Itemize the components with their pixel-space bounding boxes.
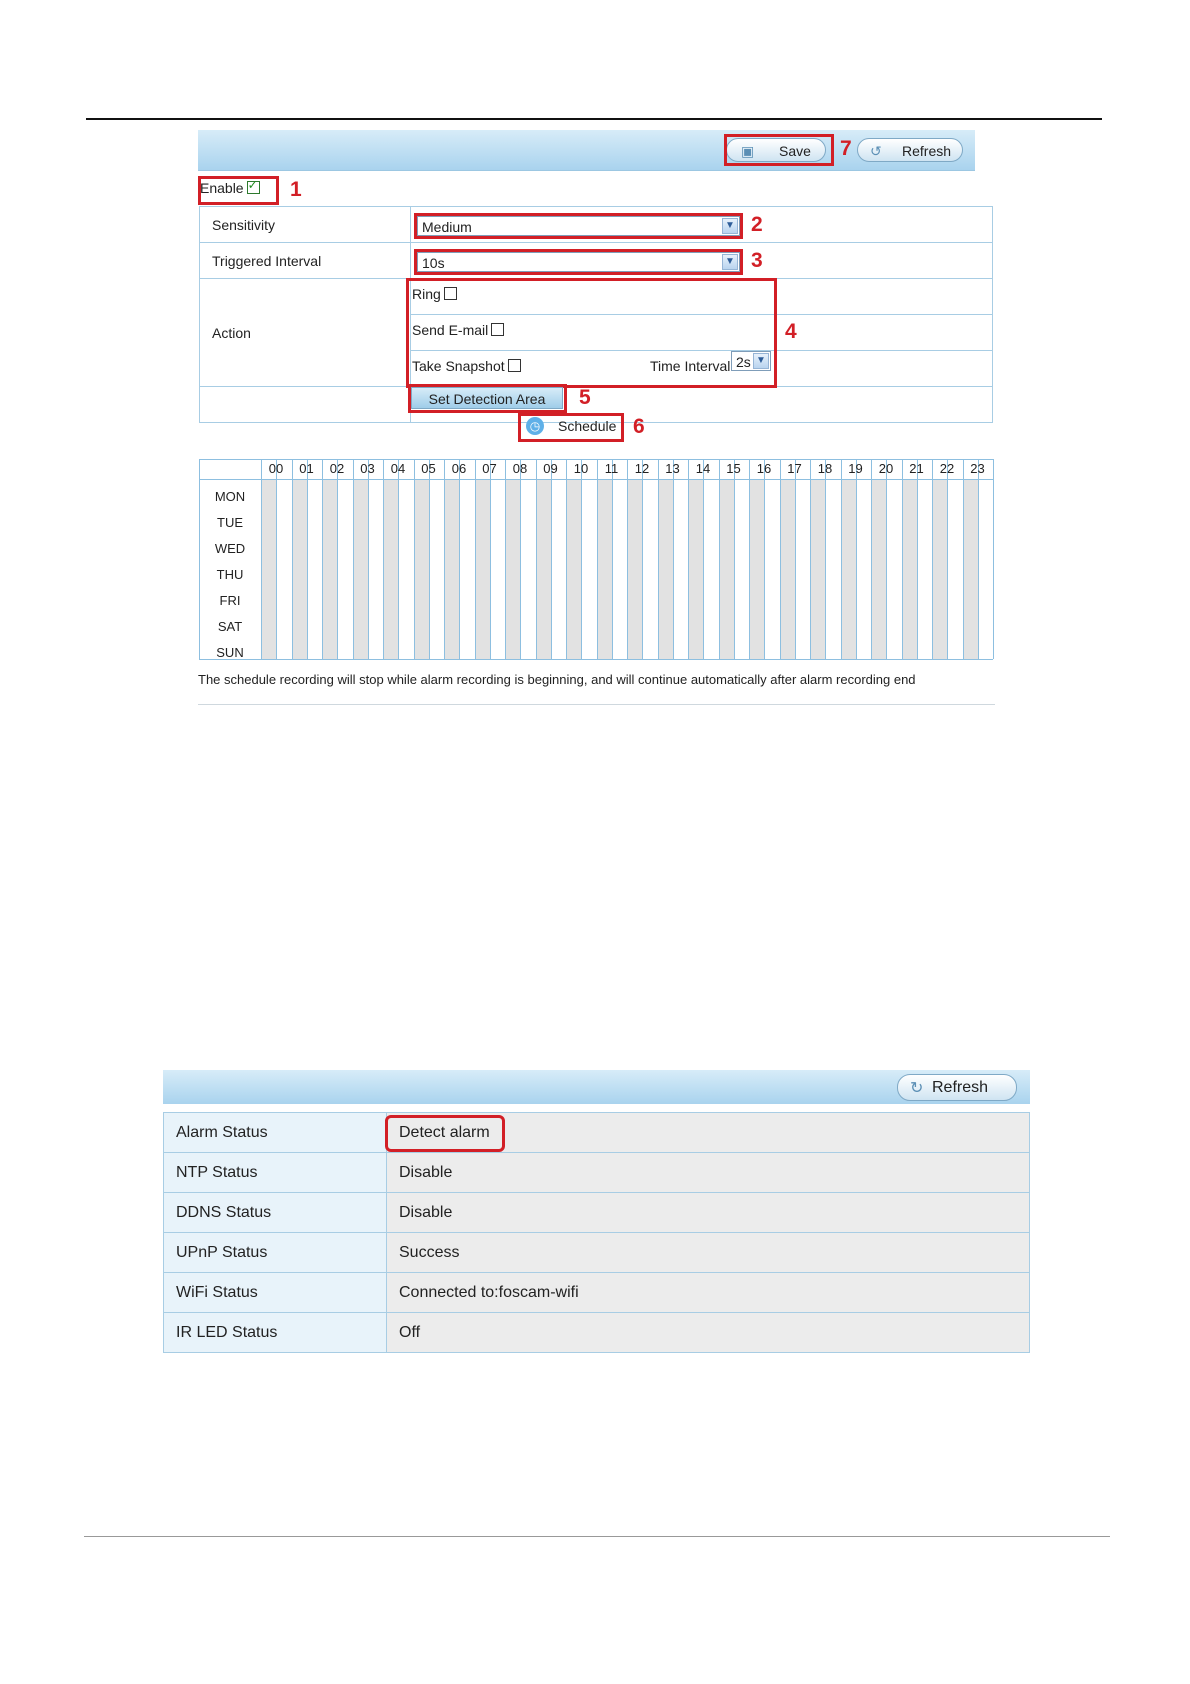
schedule-grid-line	[856, 459, 857, 659]
schedule-hour-shade[interactable]	[597, 479, 612, 659]
status-key: WiFi Status	[164, 1273, 387, 1313]
schedule-hour-shade[interactable]	[353, 479, 368, 659]
device-status-panel	[163, 1070, 1030, 1360]
status-refresh-label: Refresh	[932, 1079, 989, 1096]
schedule-grid-line	[368, 459, 369, 659]
schedule-grid-line	[978, 459, 979, 659]
status-row	[164, 1273, 1030, 1313]
schedule-hour-label: 14	[695, 461, 711, 476]
schedule-grid-line	[902, 459, 903, 659]
schedule-hour-label: 03	[360, 461, 375, 476]
schedule-grid-line	[505, 459, 506, 659]
schedule-hour-label: 06	[451, 461, 467, 476]
time-interval-label: Time Interval	[650, 358, 731, 374]
schedule-day-label: SUN	[216, 645, 244, 660]
schedule-grid-line	[429, 459, 430, 659]
schedule-hour-shade[interactable]	[780, 479, 795, 659]
annotation-box-5	[408, 384, 567, 413]
schedule-grid-line	[673, 459, 674, 659]
status-value: Disable	[387, 1153, 1030, 1193]
schedule-grid-line	[993, 459, 994, 659]
schedule-grid-line	[475, 459, 476, 659]
schedule-day-label: FRI	[219, 593, 241, 608]
schedule-hour-shade[interactable]	[566, 479, 581, 659]
set-detection-area-button[interactable]: Set Detection Area	[411, 387, 563, 409]
status-row	[164, 1113, 1030, 1153]
floppy-disk-icon: ▣	[741, 143, 755, 159]
chevron-down-icon: ▼	[722, 218, 738, 234]
schedule-day-label: TUE	[217, 515, 243, 530]
schedule-hour-shade[interactable]	[963, 479, 978, 659]
schedule-hour-shade[interactable]	[261, 479, 276, 659]
chevron-down-icon: ▼	[753, 353, 769, 369]
schedule-grid-line	[642, 459, 643, 659]
schedule-grid-line	[199, 659, 993, 660]
schedule-hour-label: 13	[665, 461, 680, 476]
schedule-hour-label: 01	[299, 461, 314, 476]
status-row	[164, 1233, 1030, 1273]
email-label: Send E-mail	[412, 322, 489, 338]
status-value: Off	[387, 1313, 1030, 1353]
schedule-hour-label: 09	[543, 461, 558, 476]
schedule-hour-label: 23	[970, 461, 985, 476]
schedule-grid-line	[307, 459, 308, 659]
schedule-grid-line	[841, 459, 842, 659]
schedule-day-label: SAT	[217, 619, 243, 634]
schedule-hour-label: 19	[848, 461, 863, 476]
enable-label: Enable	[200, 180, 244, 196]
time-interval-value: 2s	[736, 354, 751, 370]
status-toolbar	[163, 1070, 1030, 1104]
schedule-day-label: MON	[214, 489, 246, 504]
refresh-button[interactable]	[857, 138, 963, 162]
schedule-hour-shade[interactable]	[749, 479, 764, 659]
schedule-hour-shade[interactable]	[475, 479, 490, 659]
schedule-hour-label: 18	[817, 461, 833, 476]
schedule-hour-shade[interactable]	[505, 479, 520, 659]
annotation-number-5: 5	[579, 386, 591, 409]
schedule-hour-shade[interactable]	[292, 479, 307, 659]
status-value: Connected to:foscam-wifi	[387, 1273, 1030, 1313]
schedule-day-label: THU	[216, 567, 244, 582]
schedule-grid-line	[444, 459, 445, 659]
annotation-box-4	[406, 278, 777, 388]
status-row	[164, 1193, 1030, 1233]
schedule-hour-shade[interactable]	[688, 479, 703, 659]
status-key: Alarm Status	[164, 1113, 387, 1153]
schedule-grid-line	[658, 459, 659, 659]
schedule-day-label: WED	[214, 541, 246, 556]
schedule-grid-line	[276, 459, 277, 659]
schedule-grid-line	[520, 459, 521, 659]
schedule-grid-line	[353, 459, 354, 659]
schedule-grid-line	[749, 459, 750, 659]
schedule-grid-line	[490, 459, 491, 659]
schedule-grid-line	[627, 459, 628, 659]
schedule-hour-label: 21	[909, 461, 924, 476]
schedule-hour-shade[interactable]	[627, 479, 642, 659]
panel-bottom-rule	[198, 704, 995, 705]
schedule-hour-label: 07	[482, 461, 497, 476]
schedule-hour-label: 20	[878, 461, 894, 476]
schedule-grid-line	[322, 459, 323, 659]
schedule-hour-label: 11	[604, 461, 619, 476]
schedule-hour-label: 22	[939, 461, 955, 476]
annotation-number-1: 1	[290, 178, 302, 201]
schedule-hour-shade[interactable]	[810, 479, 825, 659]
annotation-box-alarm-status	[385, 1115, 505, 1152]
annotation-box-6	[518, 413, 624, 442]
status-value: Detect alarm	[387, 1113, 1030, 1153]
schedule-grid-line	[825, 459, 826, 659]
schedule-grid-line	[917, 459, 918, 659]
schedule-hour-label: 17	[787, 461, 802, 476]
annotation-number-4: 4	[785, 320, 797, 343]
schedule-hour-shade[interactable]	[932, 479, 947, 659]
schedule-grid-line	[551, 459, 552, 659]
schedule-grid-line	[566, 459, 567, 659]
schedule-grid-line	[597, 459, 598, 659]
schedule-hour-shade[interactable]	[322, 479, 337, 659]
schedule-footnote: The schedule recording will stop while alarm recording is beginning, and will continue automatically after alarm recording end	[198, 672, 916, 687]
annotation-box-7	[724, 134, 834, 166]
chevron-down-icon: ▼	[722, 254, 738, 270]
schedule-hour-label: 16	[756, 461, 772, 476]
schedule-hour-label: 15	[726, 461, 741, 476]
clock-icon: ◷	[526, 417, 544, 435]
annotation-box-3	[414, 249, 743, 275]
schedule-grid-line	[764, 459, 765, 659]
schedule-grid-line	[780, 459, 781, 659]
schedule-grid-line	[947, 459, 948, 659]
page-header-rule	[86, 118, 1102, 120]
status-value: Disable	[387, 1193, 1030, 1233]
schedule-hour-label: 00	[268, 461, 284, 476]
schedule-hour-shade[interactable]	[871, 479, 886, 659]
schedule-hour-shade[interactable]	[841, 479, 856, 659]
schedule-hour-shade[interactable]	[444, 479, 459, 659]
schedule-hour-shade[interactable]	[414, 479, 429, 659]
schedule-hour-label: 05	[421, 461, 436, 476]
toolbar	[198, 130, 975, 171]
schedule-grid-line	[719, 459, 720, 659]
schedule-grid-line	[703, 459, 704, 659]
schedule-grid-line	[337, 459, 338, 659]
ring-label: Ring	[412, 286, 441, 302]
schedule-hour-label: 12	[634, 461, 650, 476]
schedule-hour-shade[interactable]	[902, 479, 917, 659]
annotation-number-6: 6	[633, 415, 645, 438]
refresh-button-label: Refresh	[902, 143, 952, 159]
save-button-label: Save	[779, 143, 811, 159]
schedule-grid-line	[414, 459, 415, 659]
annotation-number-3: 3	[751, 249, 763, 272]
motion-detection-panel	[198, 130, 995, 705]
schedule-grid-line	[581, 459, 582, 659]
schedule-hour-label: 04	[390, 461, 406, 476]
schedule-grid-line	[810, 459, 811, 659]
schedule-grid-line	[536, 459, 537, 659]
triggered-interval-label: Triggered Interval	[200, 243, 411, 279]
status-row	[164, 1153, 1030, 1193]
schedule-hour-shade[interactable]	[536, 479, 551, 659]
annotation-number-7: 7	[840, 137, 852, 160]
schedule-grid-line	[795, 459, 796, 659]
schedule-hour-label: 02	[329, 461, 345, 476]
schedule-label: Schedule	[558, 418, 617, 434]
schedule-hour-shade[interactable]	[719, 479, 734, 659]
annotation-number-2: 2	[751, 213, 763, 236]
schedule-grid[interactable]	[199, 459, 993, 659]
status-refresh-button[interactable]	[897, 1074, 1017, 1101]
schedule-hour-label: 08	[512, 461, 528, 476]
status-value: Success	[387, 1233, 1030, 1273]
schedule-grid-line	[459, 459, 460, 659]
detection-area-empty-label	[200, 387, 411, 423]
schedule-grid-line	[871, 459, 872, 659]
schedule-grid-line	[292, 459, 293, 659]
schedule-grid-line	[932, 459, 933, 659]
schedule-grid-line	[612, 459, 613, 659]
sensitivity-label: Sensitivity	[200, 207, 411, 243]
schedule-grid-line	[261, 459, 262, 659]
schedule-hour-shade[interactable]	[658, 479, 673, 659]
refresh-icon: ↻	[910, 1080, 924, 1097]
schedule-grid-line	[734, 459, 735, 659]
annotation-box-1	[198, 176, 279, 205]
annotation-box-2	[414, 213, 743, 239]
status-row	[164, 1313, 1030, 1353]
action-label: Action	[200, 279, 411, 387]
schedule-hour-label: 10	[573, 461, 589, 476]
schedule-hour-shade[interactable]	[383, 479, 398, 659]
undo-arrow-icon: ↺	[870, 143, 882, 159]
status-key: DDNS Status	[164, 1193, 387, 1233]
snapshot-label: Take Snapshot	[412, 358, 505, 374]
triggered-interval-value: 10s	[422, 255, 445, 271]
schedule-grid-line	[383, 459, 384, 659]
page-footer-rule	[84, 1536, 1110, 1537]
schedule-grid-line	[688, 459, 689, 659]
status-key: IR LED Status	[164, 1313, 387, 1353]
sensitivity-value: Medium	[422, 219, 472, 235]
schedule-grid-line	[963, 459, 964, 659]
status-key: UPnP Status	[164, 1233, 387, 1273]
schedule-grid-line	[398, 459, 399, 659]
schedule-grid-line	[886, 459, 887, 659]
schedule-grid-line	[199, 479, 993, 480]
status-table	[163, 1112, 1030, 1353]
status-key: NTP Status	[164, 1153, 387, 1193]
